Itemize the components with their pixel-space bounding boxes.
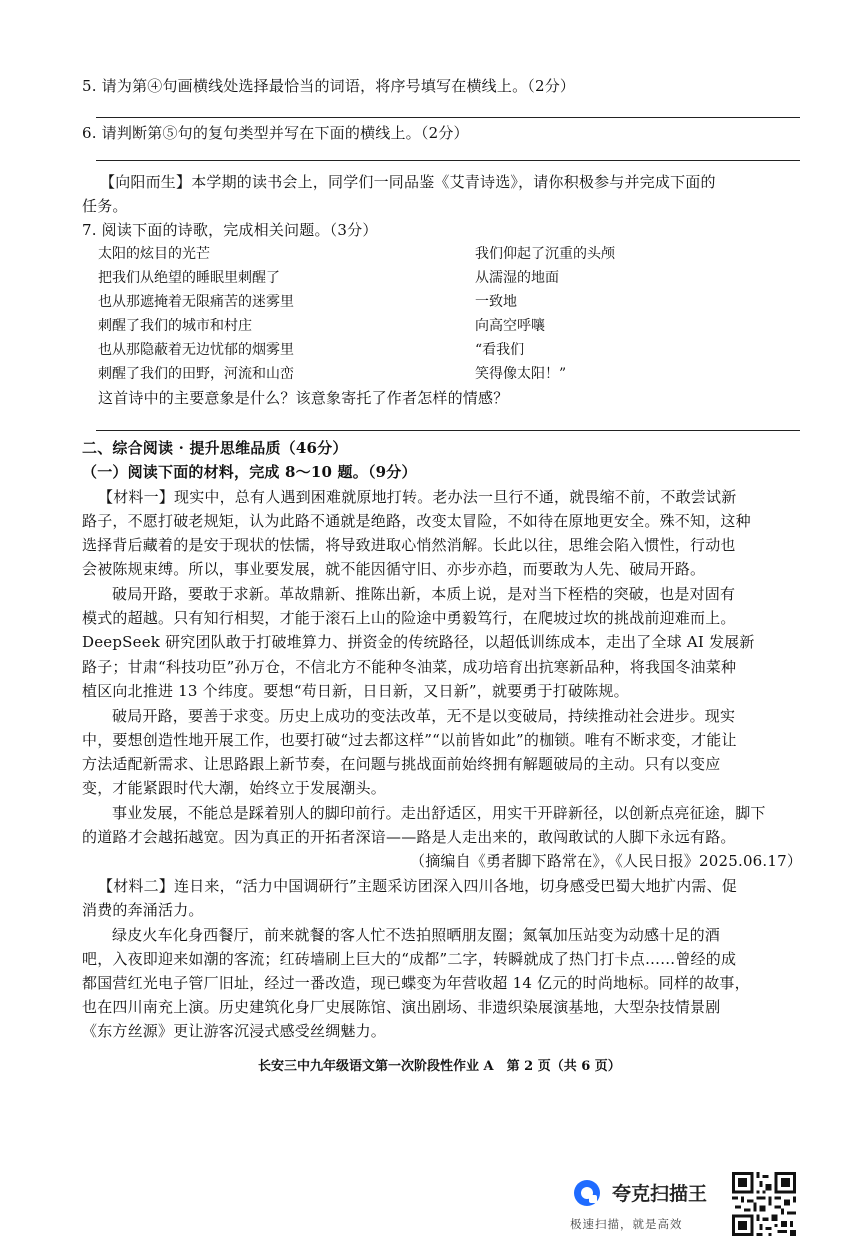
poem-right-line: 向高空呼嚷 [475, 318, 545, 334]
scanner-app-name: 夸克扫描王 [612, 1183, 708, 1205]
quark-logo-icon [572, 1178, 602, 1208]
qr-code-icon [732, 1172, 796, 1236]
question-5: 5. 请为第④句画横线处选择最恰当的词语，将序号填写在横线上。（2分） [82, 77, 576, 95]
material-1-line: 的道路才会越拓越宽。因为真正的开拓者深谙——路是人走出来的，敢闯敢试的人脚下永远有路。 [82, 828, 736, 846]
material-1-line: 选择背后藏着的是安于现状的怯懦，将导致进取心悄然消解。长此以往，思维会陷入惯性，行动也 [82, 536, 736, 554]
material-1-line: 事业发展，不能总是踩着别人的脚印前行。走出舒适区，用实干开辟新径，以创新点亮征途，脚下 [112, 804, 766, 822]
material-1-line: 变，才能紧跟时代大潮，始终立于发展潮头。 [82, 779, 387, 797]
poem-left-line: 刺醒了我们的田野，河流和山峦 [98, 366, 294, 382]
material-1-line: 中，要想创造性地开展工作，也要打破“过去都这样”“以前皆如此”的枷锁。唯有不断求变，才能让 [82, 731, 737, 749]
scanner-slogan: 极速扫描，就是高效 [570, 1217, 683, 1231]
material-2-line: 吧，入夜即迎来如潮的客流；红砖墙刷上巨大的“成都”二字，转瞬就成了热门打卡点……曾经的成 [82, 950, 737, 968]
material-1-line: 植区向北推进 13 个纬度。要想“苟日新，日日新，又日新”，就要勇于打破陈规。 [82, 682, 629, 700]
poem-left-line: 太阳的炫目的光芒 [98, 246, 210, 262]
poem-right-line: 一致地 [475, 294, 517, 310]
task-intro-line-2: 任务。 [82, 197, 128, 215]
material-1-line: DeepSeek 研究团队敢于打破堆算力、拼资金的传统路径，以超低训练成本，走出了全球 AI 发展新 [82, 633, 755, 651]
page-footer: 长安三中九年级语文第一次阶段性作业 A 第 2 页（共 6 页） [258, 1059, 621, 1074]
poem-left-line: 刺醒了我们的城市和村庄 [98, 318, 252, 334]
material-2-line: 都国营红光电子管厂旧址，经过一番改造，现已蝶变为年营收超 14 亿元的时尚地标。同样的故事， [82, 974, 750, 992]
poem-right-line: “看我们 [475, 342, 525, 358]
material-2-line: 也在四川南充上演。历史建筑化身厂史展陈馆、演出剧场、非遗织染展演基地，大型杂技情景剧 [82, 998, 721, 1016]
answer-line-6 [96, 160, 800, 161]
material-1-source: （摘编自《勇者脚下路常在》，《人民日报》2025.06.17） [410, 852, 803, 870]
poem-right-line: 笑得像太阳！” [475, 366, 567, 382]
question-7: 7. 阅读下面的诗歌，完成相关问题。（3分） [82, 221, 378, 239]
material-2-line: 绿皮火车化身西餐厅，前来就餐的客人忙不迭拍照晒朋友圈；氮氧加压站变为动感十足的酒 [112, 926, 721, 944]
answer-line-7 [96, 430, 800, 431]
material-1-line: 破局开路，要善于求变。历史上成功的变法改革，无不是以变破局，持续推动社会进步。现实 [112, 707, 736, 725]
material-2-line: 【材料二】连日来，“活力中国调研行”主题采访团深入四川各地，切身感受巴蜀大地扩内需、促 [98, 877, 737, 895]
material-1-line: 模式的超越。只有知行相契，才能于滚石上山的险途中勇毅笃行，在爬坡过坎的挑战前迎难而上。 [82, 609, 736, 627]
material-1-line: 会被陈规束缚。所以，事业要发展，就不能因循守旧、亦步亦趋，而要敢为人先、破局开路。 [82, 560, 706, 578]
material-2-line: 《东方丝源》更让游客沉浸式感受丝绸魅力。 [82, 1022, 387, 1040]
material-2-line: 消费的奔涌活力。 [82, 901, 204, 919]
section-2-1-heading: （一）阅读下面的材料，完成 8～10 题。（9分） [82, 463, 417, 481]
poem-left-line: 也从那遮掩着无限痛苦的迷雾里 [98, 294, 294, 310]
material-1-line: 路子；甘肃“科技功臣”孙万仓，不信北方不能种冬油菜，成功培育出抗寒新品种，将我国冬油菜种 [82, 658, 737, 676]
material-1-line: 【材料一】现实中，总有人遇到困难就原地打转。老办法一旦行不通，就畏缩不前，不敢尝试新 [98, 488, 737, 506]
material-1-line: 路子，不愿打破老规矩，认为此路不通就是绝路，改变太冒险，不如待在原地更安全。殊不知，这种 [82, 512, 751, 530]
poem-left-line: 把我们从绝望的睡眠里刺醒了 [98, 270, 280, 286]
poem-left-line: 也从那隐蔽着无边忧郁的烟雾里 [98, 342, 294, 358]
section-2-heading: 二、综合阅读 · 提升思维品质（46分） [82, 439, 348, 457]
scanner-watermark [570, 1172, 860, 1242]
question-6: 6. 请判断第⑤句的复句类型并写在下面的横线上。（2分） [82, 124, 469, 142]
task-intro-line-1: 【向阳而生】本学期的读书会上，同学们一同品鉴《艾青诗选》，请你积极参与并完成下面的 [100, 173, 716, 191]
answer-line-5 [96, 117, 800, 118]
poem-right-line: 我们仰起了沉重的头颅 [475, 246, 615, 262]
poem-right-line: 从濡湿的地面 [475, 270, 559, 286]
question-7-prompt: 这首诗中的主要意象是什么？该意象寄托了作者怎样的情感？ [98, 389, 509, 407]
material-1-line: 破局开路，要敢于求新。革故鼎新、推陈出新，本质上说，是对当下桎梏的突破，也是对固有 [112, 585, 736, 603]
material-1-line: 方法适配新需求、让思路跟上新节奏，在问题与挑战面前始终拥有解题破局的主动。只有以变应 [82, 755, 721, 773]
